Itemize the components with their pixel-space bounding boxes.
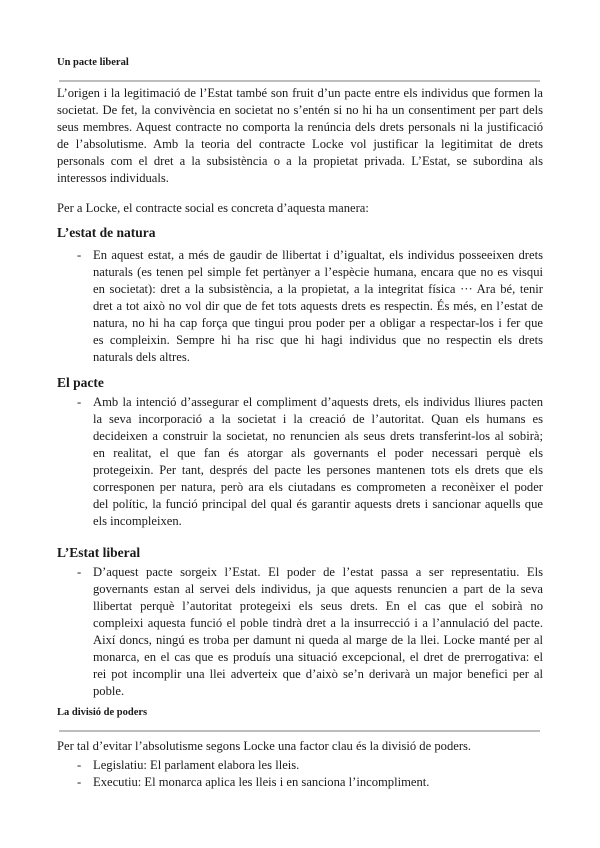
text-line: dret a tot això no vol dir que de fet tots aquests drets es respectin. És més, en l’estat de [93, 299, 543, 313]
text-line: Amb la intenció d’assegurar el compliment d’aquests drets, els individus lliures pacten [93, 395, 543, 409]
text-line: L’origen i la legitimació de l’Estat també son fruit d’un pacte entre els individus que formen la [57, 86, 543, 100]
text-line: D’aquest pacte sorgeix l’Estat. El poder de l’estat passa a ser representatiu. Els [93, 565, 543, 579]
list-item [77, 564, 543, 700]
text-line: monarca, en el cas que es produís una situació excepcional, el dret de prerrogativa: el [93, 650, 543, 664]
text-line: Legislatiu: El parlament elabora les lleis. [93, 758, 300, 772]
text-line: natura, no hi ha cap força que tingui prou poder per a obligar a respectar-los i fer que [93, 316, 543, 330]
text-line: naturals (es tenen pel simple fet pertànyer a l’espècie humana, encara que no es visqui [93, 265, 543, 279]
list-item [77, 247, 543, 366]
text-line: llibertat perquè l’autoritat protegeixi els seus drets. En el cas que el sobirà no [93, 599, 543, 613]
text-line: del polític, la funció principal del qual és garantir aquests drets i sancionar aquells que [93, 497, 543, 511]
section-title-pacte-liberal: Un pacte liberal [57, 57, 129, 68]
section-title-divisio-poders: La divisió de poders [57, 707, 148, 718]
text-line: protegeixin. Per tant, després del pacte les persones mantenen tots els drets que els [93, 463, 543, 477]
text-line: decideixen a construir la societat, no renuncien als seus drets transferint-los al sobirà; [93, 429, 543, 443]
text-line: en realitat, el que fan és atorgar als governants el poder necessari perquè els [93, 446, 543, 460]
heading-estat-de-natura: L’estat de natura [57, 225, 156, 240]
text-line: en societat): dret a la subsistència, a la propietat, a la integritat física ··· Ara bé, tenir [93, 282, 543, 296]
text-line: naturals dels altres. [93, 350, 190, 364]
text-line: Per a Locke, el contracte social es concreta d’aquesta manera: [57, 201, 369, 215]
bullet-dash: - [77, 395, 82, 409]
text-line: compleixi aquesta funció el poble tindrà dret a la insurrecció i a l’annulació del pacte. [93, 616, 543, 630]
list-item [77, 394, 543, 530]
list-poders [77, 757, 543, 791]
text-line: Per tal d’evitar l’absolutisme segons Locke una factor clau és la divisió de poders. [57, 739, 472, 753]
text-line: societat. De fet, la convivència en societat no s’entén si no hi ha un consentiment per part dels [57, 103, 543, 117]
text-line: Així doncs, ningú es troba per damunt ni queda al marge de la llei. Locke manté per al [93, 633, 543, 647]
bullet-dash: - [77, 758, 82, 772]
bullet-dash: - [77, 248, 82, 262]
list-estat-de-natura [77, 247, 543, 366]
text-line: els incompleixen. [93, 514, 182, 528]
list-item-executiu [77, 774, 543, 791]
list-estat-liberal [77, 564, 543, 700]
text-line: governants estan al servei dels individus, ja que aquests renuncien a part de la seva [93, 582, 543, 596]
section-divider [59, 730, 540, 732]
list-el-pacte [77, 394, 543, 530]
text-line: personals com el dret a la subsistència o a la propietat privada. L’Estat, se subordina als [57, 154, 543, 168]
bullet-dash: - [77, 565, 82, 579]
list-item-legislatiu [77, 757, 543, 774]
text-line: corresponen per natura, però ara els ciutadans es comprometen a reconèixer el poder [93, 480, 543, 494]
text-line: En aquest estat, a més de gaudir de llibertat i d’igualtat, els individus posseeixen drets [93, 248, 543, 262]
heading-estat-liberal: L’Estat liberal [57, 545, 141, 560]
text-line: poble. [93, 684, 125, 698]
text-line: seus membres. Aquest contracte no comporta la renúncia dels drets personals ni la justificació [57, 120, 543, 134]
text-line: interessos individuals. [57, 171, 169, 185]
text-line: la seva incorporació a la societat i la creació de l’autoritat. Quan els humans es [93, 412, 543, 426]
text-line: es compleixin. Sempre hi ha risc que hi hagi individus que no respectin els drets [93, 333, 543, 347]
locke-intro-text [57, 200, 543, 217]
text-line: de l’absolutisme. Amb la teoria del contracte Locke vol justificar la legitimitat de drets [57, 137, 543, 151]
bullet-dash: - [77, 775, 82, 789]
divisio-intro-text [57, 738, 543, 755]
heading-el-pacte: El pacte [57, 375, 104, 390]
section-divider [59, 80, 540, 82]
text-line: Executiu: El monarca aplica les lleis i en sanciona l’incompliment. [93, 775, 430, 789]
intro-paragraph [57, 85, 543, 187]
text-line: rei pot incomplir una llei adverteix que d’això se’n derivarà un major benefici per al [93, 667, 543, 681]
